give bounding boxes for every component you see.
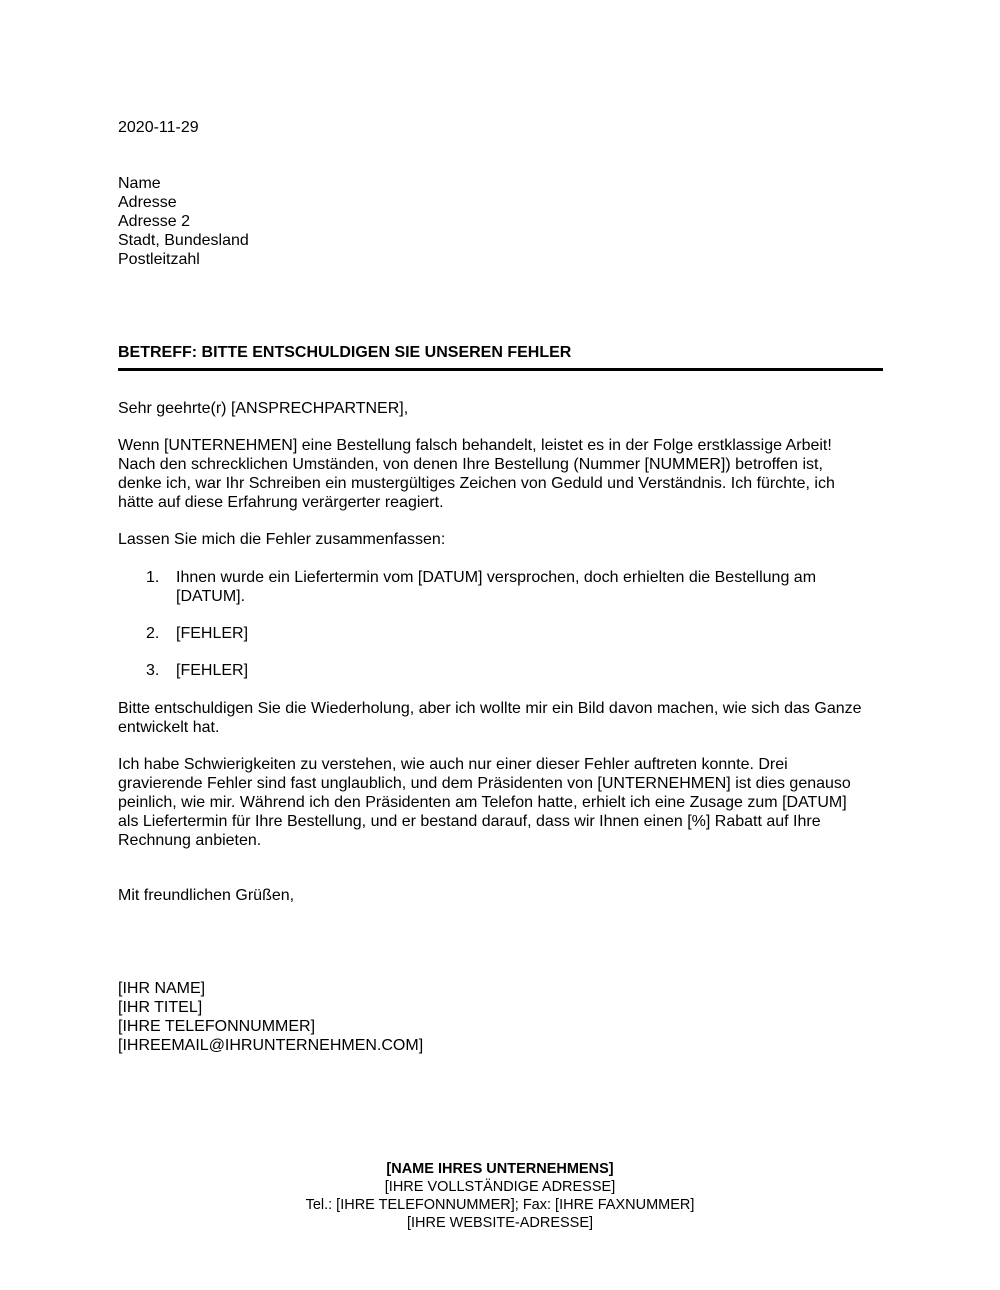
- body-paragraph-1: [118, 436, 888, 512]
- salutation: Sehr geehrte(r) [ANSPRECHPARTNER],: [118, 400, 409, 417]
- paragraph-line: gravierende Fehler sind fast unglaublich, und dem Präsidenten von [UNTERNEHMEN] ist dies genauso: [118, 775, 851, 792]
- subject-divider: [118, 368, 883, 371]
- recipient-address-line-2: Adresse 2: [118, 213, 191, 230]
- recipient-city-state: Stadt, Bundesland: [118, 232, 249, 249]
- body-paragraph-3: [118, 755, 888, 850]
- letter-date: 2020-11-29: [118, 119, 199, 136]
- footer-contact: Tel.: [IHRE TELEFONNUMMER]; Fax: [IHRE FAXNUMMER]: [305, 1197, 695, 1213]
- paragraph-line: Ich habe Schwierigkeiten zu verstehen, wie auch nur einer dieser Fehler auftreten konnte. Drei: [118, 756, 788, 773]
- list-number: 2.: [146, 625, 160, 642]
- signature-email: [IHREEMAIL@IHRUNTERNEHMEN.COM]: [118, 1037, 424, 1054]
- letterhead-footer: [0, 1160, 1000, 1232]
- paragraph-line: als Liefertermin für Ihre Bestellung, und er bestand darauf, dass wir Ihnen einen [%] Rabatt auf Ihre: [118, 813, 821, 830]
- list-text-line: [FEHLER]: [176, 662, 249, 679]
- paragraph-line: Nach den schrecklichen Umständen, von denen Ihre Bestellung (Nummer [NUMMER]) betroffen ist,: [118, 456, 823, 473]
- footer-website: [IHRE WEBSITE-ADRESSE]: [406, 1215, 594, 1231]
- list-text: [176, 568, 876, 606]
- paragraph-line: denke ich, war Ihr Schreiben ein mustergültiges Zeichen von Geduld und Verständnis. Ich fürchte, ich: [118, 475, 835, 492]
- paragraph-line: hätte auf diese Erfahrung verärgerter reagiert.: [118, 494, 444, 511]
- list-number: 3.: [146, 662, 160, 679]
- signature-phone: [IHRE TELEFONNUMMER]: [118, 1018, 316, 1035]
- recipient-address-line-1: Adresse: [118, 194, 177, 211]
- list-text-line: [FEHLER]: [176, 625, 249, 642]
- paragraph-line: Rechnung anbieten.: [118, 832, 262, 849]
- list-text: [176, 661, 876, 680]
- list-text-line: [DATUM].: [176, 588, 246, 605]
- paragraph-line: entwickelt hat.: [118, 719, 220, 736]
- body-paragraph-2: [118, 699, 888, 737]
- footer-address: [IHRE VOLLSTÄNDIGE ADRESSE]: [384, 1179, 616, 1195]
- footer-company-name: [NAME IHRES UNTERNEHMENS]: [386, 1161, 614, 1177]
- list-text-line: Ihnen wurde ein Liefertermin vom [DATUM] versprochen, doch erhielten die Bestellung am: [176, 569, 817, 586]
- paragraph-line: Bitte entschuldigen Sie die Wiederholung, aber ich wollte mir ein Bild davon machen, wie sich das Ganze: [118, 700, 862, 717]
- signature-block: [118, 979, 423, 1055]
- subject-line: BETREFF: BITTE ENTSCHULDIGEN SIE UNSEREN FEHLER: [118, 344, 572, 361]
- closing: Mit freundlichen Grüßen,: [118, 887, 295, 904]
- paragraph-line: peinlich, wie mir. Während ich den Präsidenten am Telefon hatte, erhielt ich eine Zusage zum [DATUM]: [118, 794, 847, 811]
- list-intro: Lassen Sie mich die Fehler zusammenfassen:: [118, 531, 446, 548]
- recipient-postal-code: Postleitzahl: [118, 251, 200, 268]
- recipient-name: Name: [118, 175, 161, 192]
- paragraph-line: Wenn [UNTERNEHMEN] eine Bestellung falsch behandelt, leistet es in der Folge erstklassige Arbeit!: [118, 437, 832, 454]
- list-text: [176, 624, 876, 643]
- recipient-address: [118, 174, 249, 269]
- signature-title: [IHR TITEL]: [118, 999, 203, 1016]
- list-number: 1.: [146, 569, 160, 586]
- signature-name: [IHR NAME]: [118, 980, 206, 997]
